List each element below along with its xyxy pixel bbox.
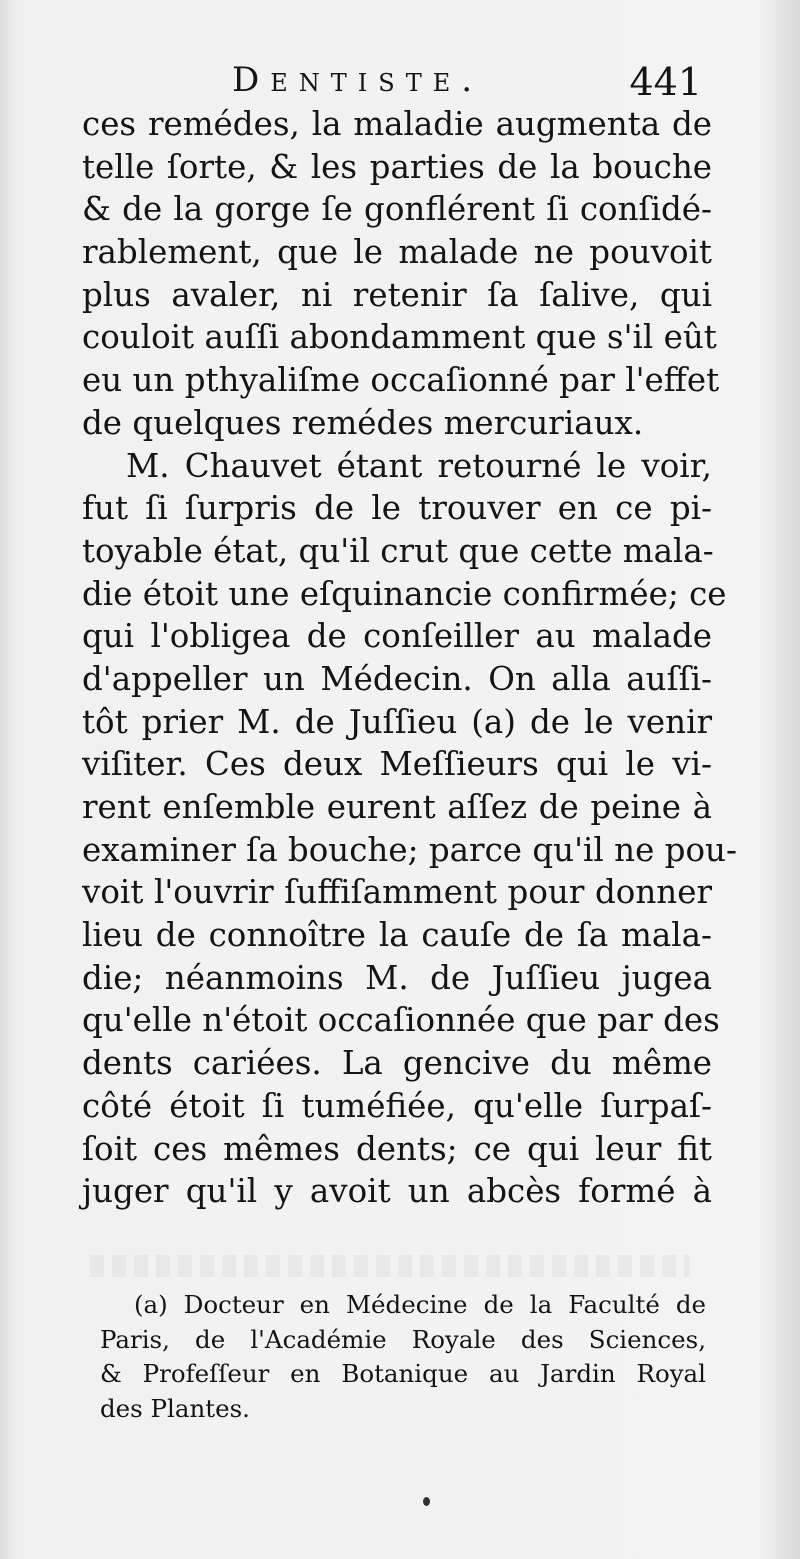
- text-line: plus avaler, ni retenir ſa ſalive, qui: [82, 275, 712, 314]
- text-line: couloit auſſi abondamment que s'il eût: [82, 318, 717, 357]
- text-line: tôt prier M. de Juſſieu (a) de le venir: [82, 702, 712, 741]
- text-line: examiner ſa bouche; parce qu'il ne pou-: [82, 830, 737, 869]
- text-line: d'appeller un Médecin. On alla auſſi-: [82, 659, 712, 698]
- text-line: lieu de connoître la cauſe de ſa mala-: [82, 916, 712, 955]
- text-line: de quelques remédes mercuriaux.: [82, 403, 644, 442]
- text-line: & de la gorge ſe gonflérent ſi conſidé-: [82, 190, 712, 229]
- text-line: die étoit une eſquinancie confirmée; ce: [82, 574, 727, 613]
- text-line: qui l'obligea de conſeiller au malade: [82, 617, 712, 656]
- footnote-line: (a) Docteur en Médecine de la Faculté de: [134, 1290, 706, 1319]
- body-text: [82, 103, 737, 1213]
- text-line: voit l'ouvrir ſuffiſamment pour donner: [82, 873, 712, 912]
- ink-speck: [423, 1497, 430, 1506]
- text-line: côté étoit ſi tuméfiée, qu'elle ſurpaſ-: [82, 1086, 712, 1125]
- running-head: Dentiste.: [232, 60, 484, 100]
- footnote-line: Paris, de l'Académie Royale des Sciences,: [100, 1324, 706, 1354]
- text-line: juger qu'il y avoit un abcès formé à: [82, 1172, 712, 1211]
- footnote-line: & Profeſſeur en Botanique au Jardin Royal: [100, 1359, 706, 1388]
- text-line: rent enſemble eurent aſſez de peine à: [82, 788, 712, 826]
- text-line: viſiter. Ces deux Meſſieurs qui le vi-: [82, 745, 712, 784]
- text-line: die; néanmoins M. de Juſſieu jugea: [82, 958, 712, 997]
- text-line: rablement, que le malade ne pouvoit: [82, 233, 712, 272]
- text-line: ces remédes, la maladie augmenta de: [82, 105, 712, 143]
- bleed-through-texture: [90, 1255, 690, 1277]
- text-line: qu'elle n'étoit occaſionnée que par des: [82, 1001, 720, 1040]
- text-line: ſoit ces mêmes dents; ce qui leur fit: [82, 1129, 712, 1168]
- text-line: dents cariées. La gencive du même: [82, 1044, 712, 1083]
- text-line: telle ſorte, & les parties de la bouche: [82, 147, 712, 186]
- text-line: M. Chauvet étant retourné le voir,: [126, 446, 712, 485]
- text-line: toyable état, qu'il crut que cette mala-: [82, 531, 714, 570]
- text-line: eu un pthyaliſme occaſionné par l'effet: [82, 361, 720, 400]
- text-line: fut ſi ſurpris de le trouver en ce pi-: [82, 489, 712, 528]
- footnote: [100, 1288, 706, 1426]
- page-number: 441: [629, 60, 702, 104]
- footnote-line: des Plantes.: [100, 1393, 250, 1423]
